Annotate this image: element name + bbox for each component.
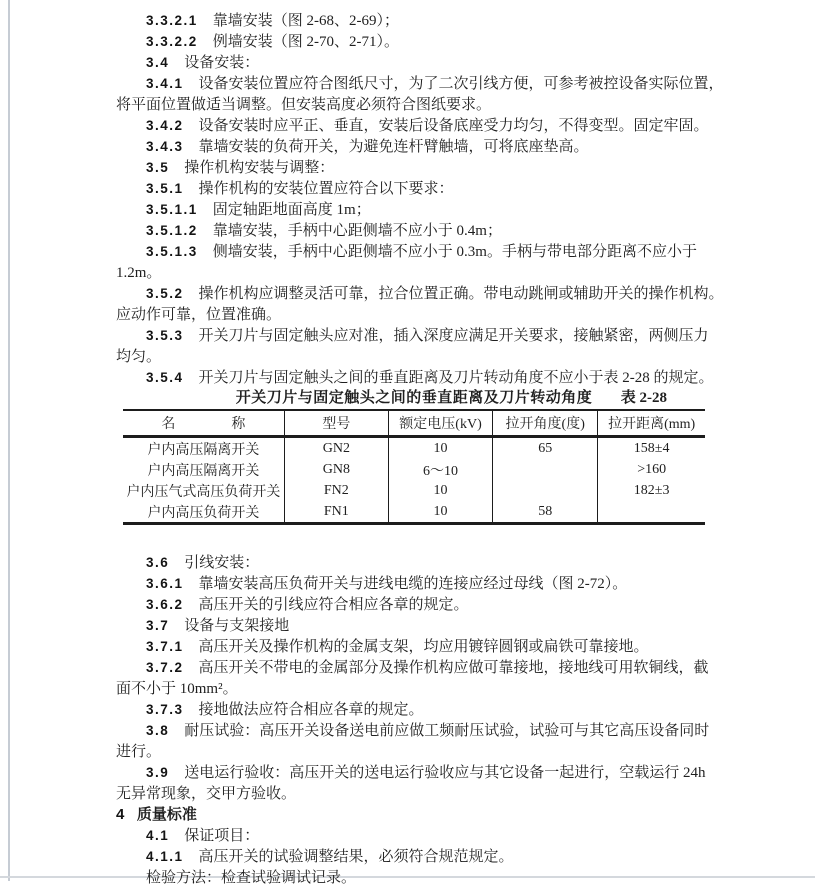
clause-number: 3.6 (146, 555, 170, 570)
clause-line (116, 615, 815, 636)
table-cell (493, 459, 598, 480)
clause-line (116, 867, 815, 888)
clause-number: 3.4.2 (146, 118, 184, 133)
clause-line (116, 367, 815, 388)
clause-number: 3.9 (146, 765, 170, 780)
table-row (123, 501, 705, 524)
clause-number: 3.5 (146, 160, 170, 175)
clause-text: 耐压试验：高压开关设备送电前应做工频耐压试验，试验可与其它高压设备同时 (184, 723, 710, 739)
clause-line (116, 178, 815, 199)
clause-text: 设备安装： (184, 55, 260, 71)
clause-line (116, 699, 815, 720)
col-header-model: 型号 (284, 410, 388, 437)
clause-line (116, 762, 815, 783)
table-cell: 户内压气式高压负荷开关 (126, 484, 281, 500)
clause-line (116, 283, 815, 304)
clause-text: 接地做法应符合相应各章的规定。 (198, 702, 424, 718)
clause-line (116, 220, 815, 241)
clause-number: 3.3.2.1 (146, 13, 198, 28)
clause-text: 高压开关的试验调整结果，必须符合规范规定。 (198, 849, 514, 865)
table-cell: 10 (388, 437, 492, 460)
clause-text: 操作机构应调整灵活可靠，拉合位置正确。带电动跳闸或辅助开关的操作机构。 (198, 286, 724, 302)
clause-line (116, 325, 815, 346)
clause-text: 面不小于 10mm²。 (116, 681, 238, 697)
clause-text: 例墙安装（图 2-70、2-71）。 (212, 34, 400, 50)
clause-text: 开关刀片与固定触头之间的垂直距离及刀片转动角度不应小于表 2-28 的规定。 (198, 370, 714, 386)
clause-number: 4.1.1 (146, 849, 184, 864)
clause-number: 3.4.3 (146, 139, 184, 154)
clause-line (116, 199, 815, 220)
clause-text: 固定轴距地面高度 1m； (212, 202, 371, 218)
clause-line (116, 31, 815, 52)
table-cell: FN1 (284, 501, 388, 524)
clause-line (116, 52, 815, 73)
clause-number: 3.7.1 (146, 639, 184, 654)
clause-line (116, 783, 815, 804)
clause-text: 侧墙安装，手柄中心距侧墙不应小于 0.3m。手柄与带电部分距离不应小于 (212, 244, 697, 260)
clause-line (116, 73, 815, 94)
col-header-open-distance: 拉开距离(mm) (598, 410, 705, 437)
clause-text: 高压开关不带电的金属部分及操作机构应做可靠接地，接地线可用软铜线，截 (198, 660, 709, 676)
table-cell: FN2 (284, 480, 388, 501)
clause-text: 设备安装时应平正、垂直，安装后设备底座受力均匀，不得变型。固定牢固。 (198, 118, 709, 134)
clause-number: 3.3.2.2 (146, 34, 198, 49)
table-title-row (123, 388, 705, 409)
table-cell: 6～10 (388, 459, 492, 480)
clause-text: 操作机构的安装位置应符合以下要求： (198, 181, 454, 197)
clause-text: 高压开关的引线应符合相应各章的规定。 (198, 597, 469, 613)
clause-line (116, 825, 815, 846)
clause-text: 均匀。 (116, 349, 162, 365)
clause-text: 质量标准 (136, 806, 197, 823)
clause-line (116, 552, 815, 573)
clause-number: 3.7.3 (146, 702, 184, 717)
clause-number: 4 (116, 806, 126, 823)
col-header-rated-voltage: 额定电压(kV) (388, 410, 492, 437)
clause-number: 3.6.2 (146, 597, 184, 612)
clause-line (116, 115, 815, 136)
clause-line (116, 304, 815, 325)
clause-text: 进行。 (116, 744, 162, 760)
clause-number: 3.5.1.1 (146, 202, 198, 217)
clause-line (116, 594, 815, 615)
clause-number: 3.4 (146, 55, 170, 70)
table-row (123, 437, 705, 460)
table-cell (493, 480, 598, 501)
clause-text: 无异常现象，交甲方验收。 (116, 786, 297, 802)
clause-line (116, 741, 815, 762)
table-header-row (123, 410, 705, 437)
clause-number: 3.5.2 (146, 286, 184, 301)
clause-text: 靠墙安装（图 2-68、2-69）； (212, 13, 400, 29)
table-cell: 户内高压隔离开关 (147, 442, 260, 458)
clause-number: 3.5.3 (146, 328, 184, 343)
clause-line (116, 846, 815, 867)
table-cell: 58 (493, 501, 598, 524)
clause-text: 操作机构安装与调整： (184, 160, 335, 176)
clause-line (116, 10, 815, 31)
clause-line (116, 720, 815, 741)
clause-line (116, 657, 815, 678)
clause-number: 3.5.1.2 (146, 223, 198, 238)
clause-text: 1.2m。 (116, 265, 162, 281)
table-cell: >160 (598, 459, 705, 480)
table-cell: 65 (493, 437, 598, 460)
clause-line (116, 346, 815, 367)
table-cell: 10 (388, 501, 492, 524)
table-cell: 158±4 (598, 437, 705, 460)
table-cell: GN8 (284, 459, 388, 480)
table-cell: 户内高压隔离开关 (147, 463, 260, 479)
clause-text: 检验方法：检查试验调试记录。 (146, 870, 357, 886)
table-cell: GN2 (284, 437, 388, 460)
clause-number: 3.8 (146, 723, 170, 738)
spec-table-block (123, 388, 705, 525)
clause-text: 设备安装位置应符合图纸尺寸，为了二次引线方便，可参考被控设备实际位置， (198, 76, 724, 92)
spec-table (123, 409, 705, 525)
clause-text: 高压开关及操作机构的金属支架，均应用镀锌圆钢或扁铁可靠接地。 (198, 639, 649, 655)
table-cell: 182±3 (598, 480, 705, 501)
clause-line (116, 636, 815, 657)
clause-line (116, 136, 815, 157)
clause-number: 3.6.1 (146, 576, 184, 591)
clause-line (116, 678, 815, 699)
clause-number: 3.5.1.3 (146, 244, 198, 259)
clause-number: 3.5.4 (146, 370, 184, 385)
clause-text: 保证项目： (184, 828, 260, 844)
clause-number: 3.7 (146, 618, 170, 633)
clause-text: 靠墙安装，手柄中心距侧墙不应小于 0.4m； (212, 223, 502, 239)
clause-text: 靠墙安装高压负荷开关与进线电缆的连接应经过母线（图 2-72）。 (198, 576, 628, 592)
clause-line (116, 157, 815, 178)
clause-text: 应动作可靠，位置准确。 (116, 307, 282, 323)
clause-number: 3.4.1 (146, 76, 184, 91)
clause-line (116, 241, 815, 262)
clause-number: 3.7.2 (146, 660, 184, 675)
table-title: 开关刀片与固定触头之间的垂直距离及刀片转动角度 (235, 390, 593, 406)
clause-text: 引线安装： (184, 555, 260, 571)
clause-text: 设备与支架接地 (184, 618, 290, 634)
col-header-name: 名 称 (161, 417, 246, 432)
section-heading (116, 804, 815, 825)
table-cell (598, 501, 705, 524)
clause-line (116, 262, 815, 283)
table-cell: 户内高压负荷开关 (147, 505, 260, 521)
clause-number: 3.5.1 (146, 181, 184, 196)
clause-line (116, 94, 815, 115)
clause-line (116, 573, 815, 594)
clause-text: 送电运行验收：高压开关的送电运行验收应与其它设备一起进行，空载运行 24h (184, 765, 706, 781)
clause-text: 开关刀片与固定触头应对准，插入深度应满足开关要求，接触紧密，两侧压力 (198, 328, 709, 344)
clause-text: 将平面位置做适当调整。但安装高度必须符合图纸要求。 (116, 97, 492, 113)
table-cell: 10 (388, 480, 492, 501)
table-row (123, 480, 705, 501)
table-number-label: 表 2-28 (620, 390, 667, 406)
col-header-open-angle: 拉开角度(度) (493, 410, 598, 437)
table-row (123, 459, 705, 480)
clause-number: 4.1 (146, 828, 170, 843)
clause-text: 靠墙安装的负荷开关，为避免连杆臂触墙，可将底座垫高。 (198, 139, 589, 155)
